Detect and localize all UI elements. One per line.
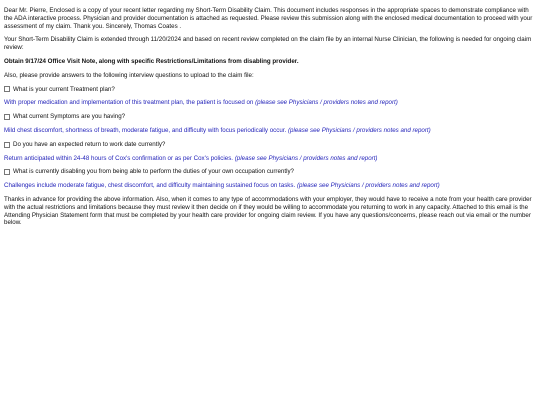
closing-paragraph: Thanks in advance for providing the above information. Also, when it comes to any type of accommodations with your employer, they would have to receive a note from your health care provider with the actual restrictions and limitations because they must review it then decide on if they would be willing to accommodate you returning to work in any capacity. Attached to this email is the Attending Physician Statement form that must be completed by your health care provider for ongoing claim review. If you have any questions/concerns, please reach out via email or the number below. [4, 195, 532, 227]
question-3 [4, 141, 536, 149]
question-2 [4, 113, 536, 121]
answer-text: Mild chest discomfort, shortness of breath, moderate fatigue, and difficulty with focus periodically occur. [4, 126, 287, 134]
answer-note: (please see Physicians / providers notes and report) [287, 126, 431, 134]
answer-text: Return anticipated within 24-48 hours of Cox's confirmation or as per Cox's policies. [4, 154, 234, 162]
question-1 [4, 86, 536, 94]
answer-4 [4, 182, 536, 190]
question-text: What is currently disabling you from being able to perform the duties of your own occupation currently? [13, 168, 294, 176]
answer-3 [4, 155, 536, 163]
question-text: Do you have an expected return to work date currently? [13, 140, 166, 148]
answer-note: (please see Physicians / providers notes and report) [234, 154, 378, 162]
answer-note: (please see Physicians / providers notes and report) [255, 99, 398, 107]
answer-1 [4, 99, 536, 107]
answer-text: With proper medication and implementation of this treatment plan, the patient is focused on [4, 99, 254, 107]
checkbox-icon [4, 169, 10, 175]
answer-text: Challenges include moderate fatigue, chest discomfort, and difficulty maintaining sustained focus on tasks. [4, 182, 296, 190]
requirement-heading: Obtain 9/17/24 Office Visit Note, along with specific Restrictions/Limitations from disabling provider. [4, 57, 299, 65]
intro-paragraph: Dear Mr. Pierre, Enclosed is a copy of your recent letter regarding my Short-Term Disability Claim. This document includes responses in the appropriate spaces to demonstrate compliance with the ADA interactive process. Physician and provider documentation is attached as requested. Please review this submission along with the enclosed medical documentation to proceed with your assessment of my claim. Thank you. Sincerely, Thomas Coates . [4, 7, 533, 30]
extension-paragraph: Your Short-Term Disability Claim is extended through 11/20/2024 and based on recent review completed on the claim file by an internal Nurse Clinician, the following is needed for ongoing claim review: [4, 36, 532, 52]
question-text: What is your current Treatment plan? [13, 85, 115, 93]
answer-2 [4, 127, 536, 135]
checkbox-icon [4, 142, 10, 148]
answer-note: (please see Physicians / providers notes and report) [296, 182, 440, 190]
checkbox-icon [4, 114, 10, 120]
question-4 [4, 168, 536, 176]
checkbox-icon [4, 86, 10, 92]
question-text: What current Symptoms are you having? [13, 113, 126, 121]
instruction-paragraph: Also, please provide answers to the following interview questions to upload to the claim file: [4, 71, 254, 79]
